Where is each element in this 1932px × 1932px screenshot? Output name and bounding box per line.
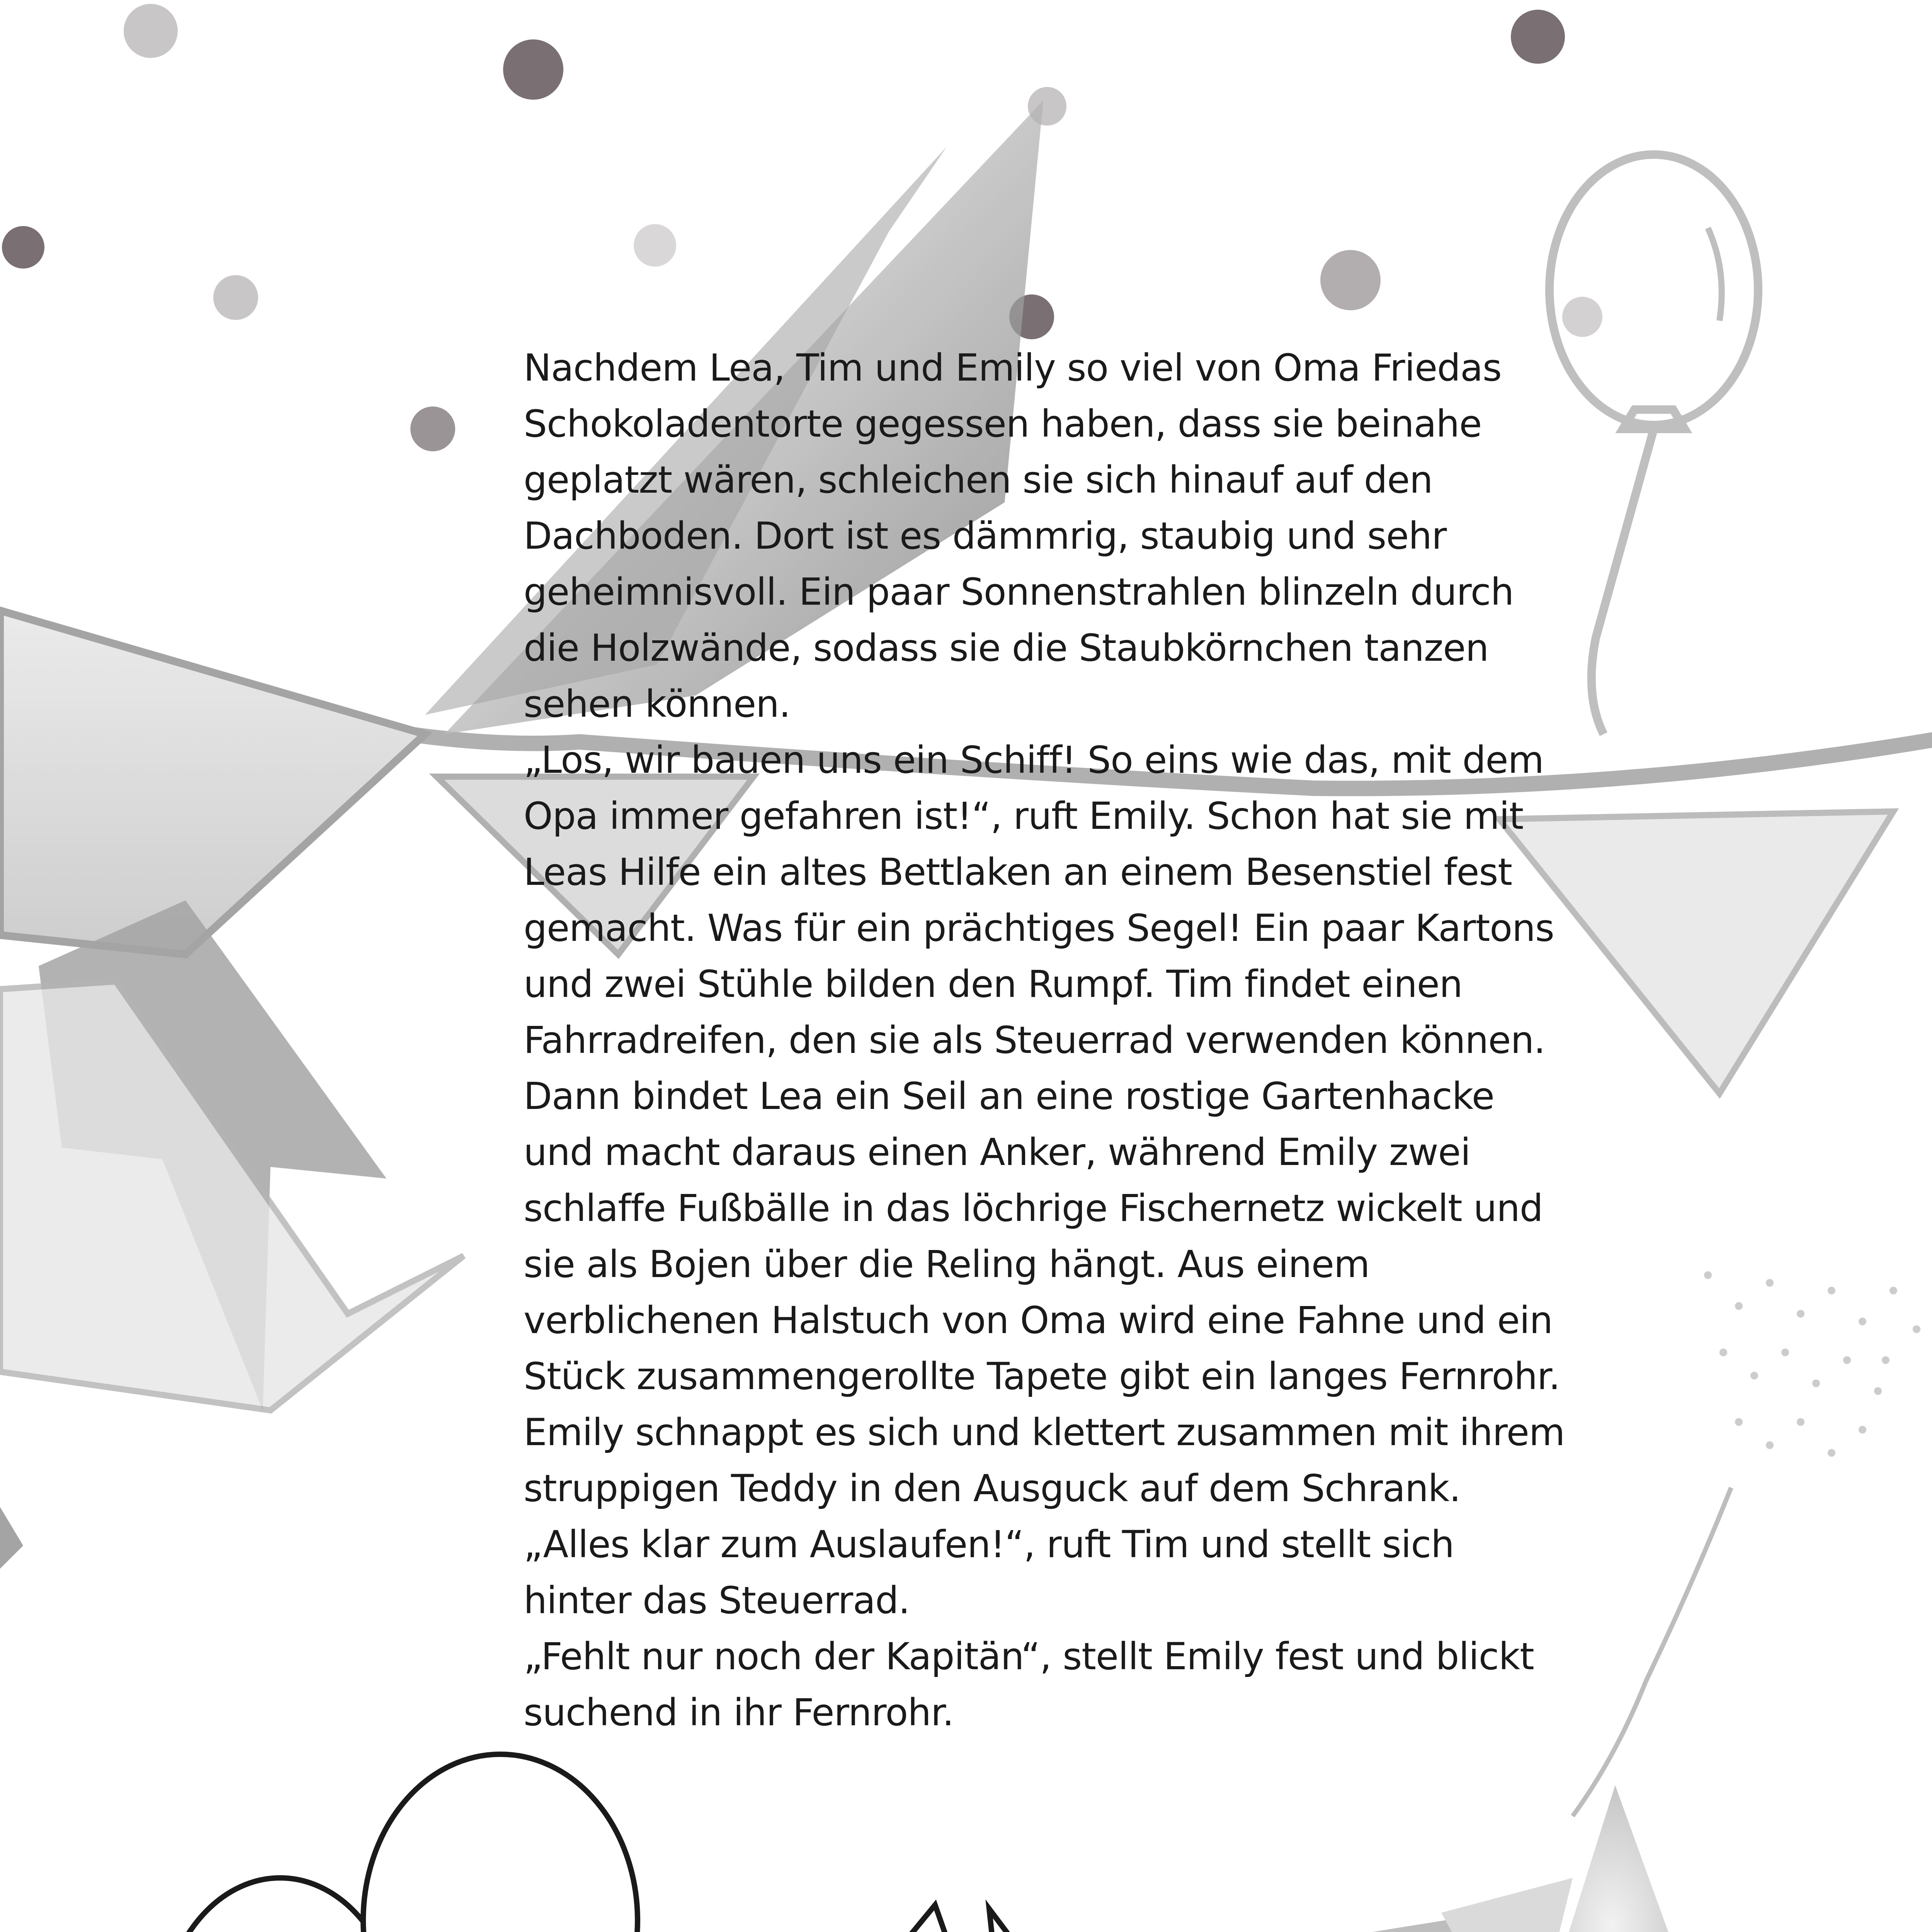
story-paragraph: „Los, wir bauen uns ein Schiff! So eins wie das, mit dem Opa immer gefahren ist!“, ruft Emily. Schon hat sie mit Leas Hilfe ein altes Bettlaken an einem Besenstiel fest gemacht. Was für ein prächtiges Segel! Ein paar Kartons und zwei Stühle bilden den Rumpf. Tim findet einen Fahrradreifen, den sie als Steuerrad verwenden können. Dann bindet Lea ein Seil an eine rostige Gartenhacke und macht daraus einen Anker, während Emily zwei schlaffe Fußbälle in das löchrige Fischernetz wickelt und sie als Bojen über die Reling hängt. Aus einem verblichenen Halstuch von Oma wird eine Fahne und ein Stück zusammengerollte Tapete gibt ein langes Fernrohr. Emily schnappt es sich und klettert zusammen mit ihrem struppigen Teddy in den Ausguck auf dem Schrank.: [524, 738, 1565, 1510]
balloon-outline: [1549, 155, 1758, 734]
story-paragraph: „Fehlt nur noch der Kapitän“, stellt Emily fest und blickt suchend in ihr Fernrohr.: [524, 1635, 1534, 1734]
pinwheel-outline: [773, 1905, 1260, 1932]
story-paragraph: Nachdem Lea, Tim und Emily so viel von Oma Friedas Schokoladentorte gegessen haben, dass sie beinahe geplatzt wären, schleichen sie sich hinauf auf den Dachboden. Dort ist es dämmrig, staubig und sehr geheimnisvoll. Ein paar Sonnenstrahlen blinzeln durch die Holzwände, sodass sie die Staubkörnchen tanzen sehen können.: [524, 346, 1514, 726]
story-text: [524, 340, 1567, 1741]
balloon-bunch-outline: [158, 1754, 753, 1932]
pinwheel-watercolor: [1252, 1785, 1797, 1932]
story-paragraph: „Alles klar zum Auslaufen!“, ruft Tim und stellt sich hinter das Steuerrad.: [524, 1523, 1454, 1622]
dotted-balloon: [1573, 1271, 1920, 1816]
